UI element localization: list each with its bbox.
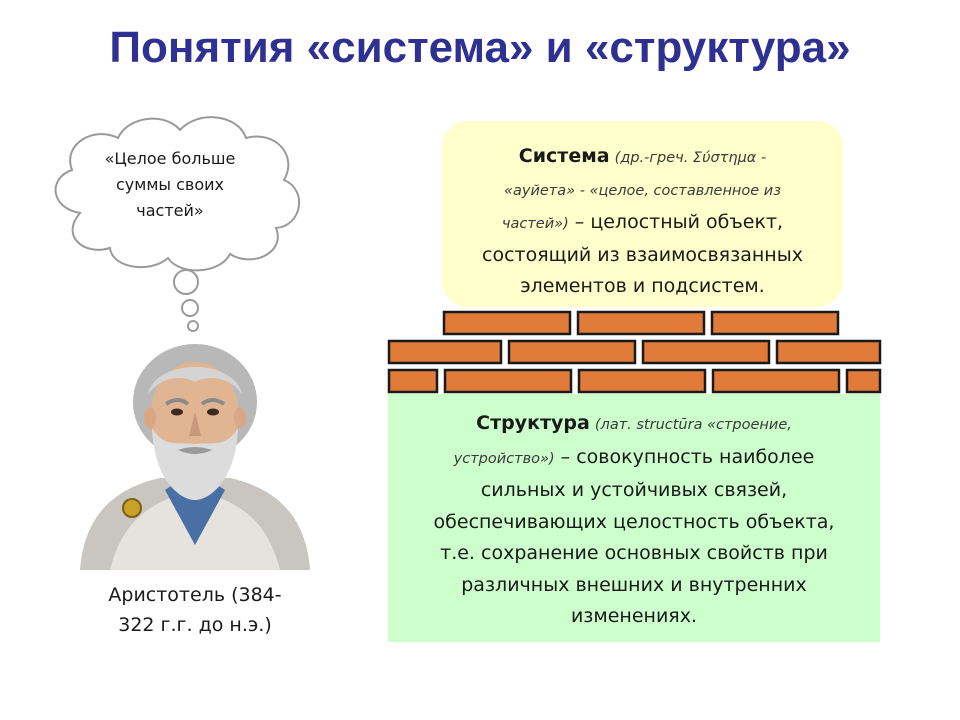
brick [444, 312, 570, 334]
structure-etymology-2: устройство») [453, 450, 555, 467]
system-line-3 [460, 207, 825, 240]
brick [847, 370, 880, 392]
system-etymology-3: частей») [501, 216, 569, 232]
brick [777, 341, 880, 363]
thought-line: суммы своих [115, 175, 224, 194]
caption-line: Аристотель (384- [108, 584, 282, 606]
structure-definition-3: обеспечивающих целостность объекта, [433, 510, 835, 533]
brick [578, 312, 704, 334]
thought-quote [70, 146, 270, 224]
brick [713, 370, 839, 392]
slide-title: Понятия «система» и «структура» [109, 23, 851, 72]
thought-line: «Целое больше [104, 149, 236, 168]
structure-line-2 [410, 442, 858, 476]
structure-definition-box [388, 394, 880, 642]
portrait-caption [90, 580, 300, 640]
brick [643, 341, 769, 363]
thought-line: частей» [136, 201, 204, 220]
system-line-1 [460, 141, 825, 174]
system-term: Система [518, 145, 610, 167]
brick [509, 341, 635, 363]
brick-wall [386, 308, 882, 396]
system-definition-1: – целостный объект, [568, 211, 784, 233]
structure-definition-5: различных внешних и внутренних [461, 573, 807, 596]
thought-bubble-small [188, 321, 198, 331]
structure-term: Структура [476, 412, 590, 434]
system-definition-3: элементов и подсистем. [520, 275, 765, 297]
thought-bubble-large [174, 270, 198, 294]
system-etymology-2: «ауйета» - «целое, составленное из [504, 183, 781, 199]
brick [389, 341, 501, 363]
system-definition-box [442, 121, 843, 307]
aristotle-bust-icon [70, 340, 320, 570]
structure-definition-2: сильных и устойчивых связей, [480, 479, 788, 501]
brick [579, 370, 705, 392]
structure-definition-6: изменениях. [570, 605, 698, 627]
structure-line-1 [410, 408, 858, 442]
structure-etymology-1: (лат. structūra «строение, [594, 417, 792, 433]
brick [389, 370, 437, 392]
caption-line: 322 г.г. до н.э.) [118, 614, 272, 636]
brick [712, 312, 838, 334]
structure-definition-1: – совокупность наиболее [554, 445, 815, 468]
system-line-2 [460, 174, 825, 207]
brick [445, 370, 571, 392]
structure-definition-4: т.е. сохранение основных свойств при [440, 542, 828, 564]
thought-bubble-medium [182, 300, 198, 316]
system-definition-2: состоящий из взаимосвязанных [482, 244, 803, 266]
system-etymology-1: (др.-греч. Σύστημα - [614, 150, 767, 166]
